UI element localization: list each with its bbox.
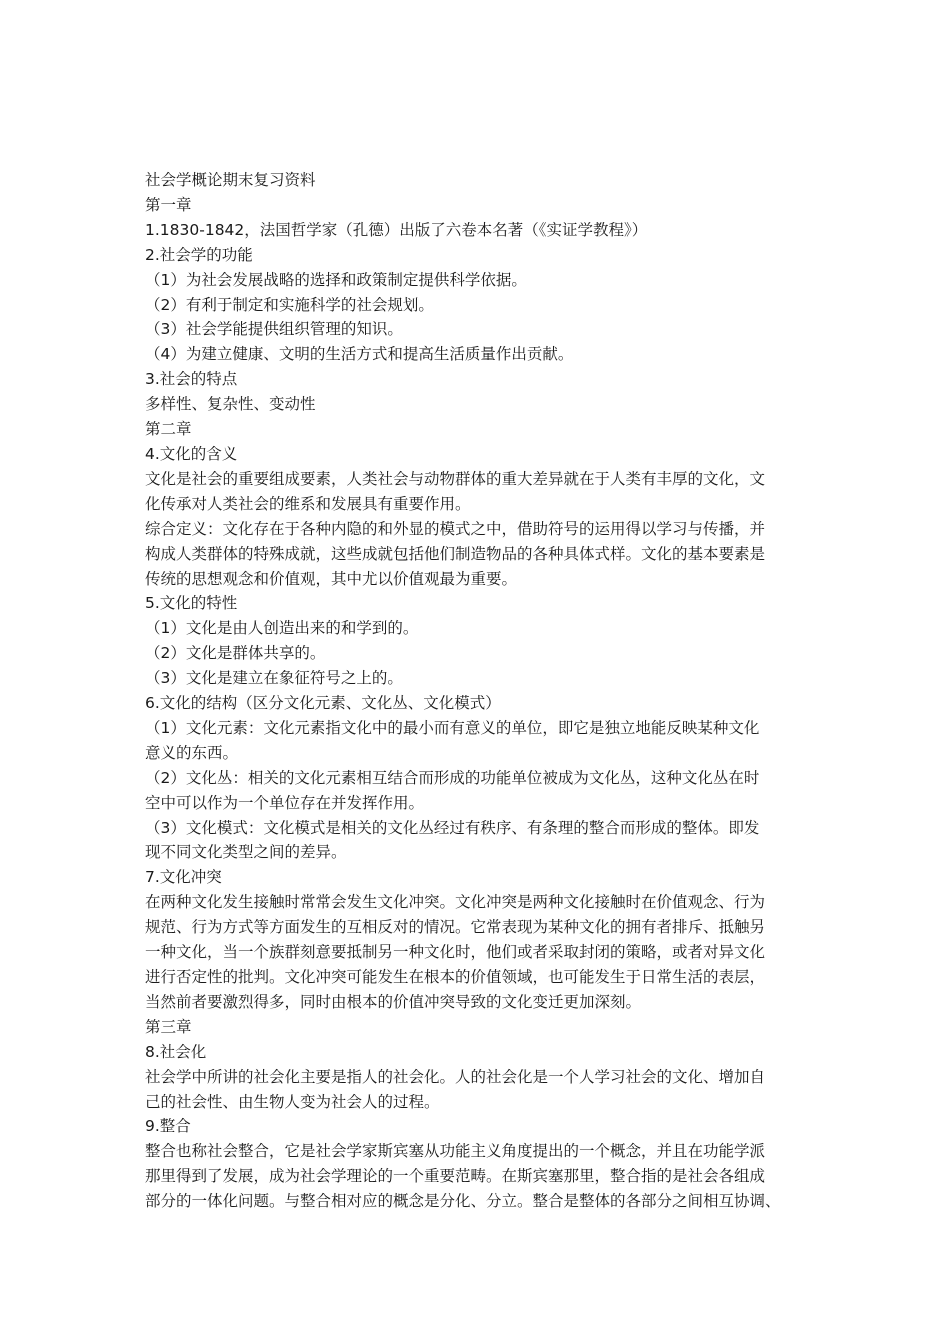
text-line: （3）文化模式：文化模式是相关的文化丛经过有秩序、有条理的整合而形成的整体。即发 [145,818,760,837]
text-line: 5.文化的特性 [145,594,238,613]
text-line: 7.文化冲突 [145,868,222,887]
text-line: 6.文化的结构（区分文化元素、文化丛、文化模式） [145,694,501,713]
text-line: 2.社会学的功能 [145,245,253,264]
text-line: 第二章 [145,420,192,439]
text-line: （3）文化是建立在象征符号之上的。 [145,669,403,688]
text-line: 第一章 [145,195,192,214]
text-line: 空中可以作为一个单位存在并发挥作用。 [145,793,425,812]
text-line: 化传承对人类社会的维系和发展具有重要作用。 [145,494,471,513]
text-line: 构成人类群体的特殊成就，这些成就包括他们制造物品的各种具体式样。文化的基本要素是 [145,544,766,563]
text-line: 在两种文化发生接触时常常会发生文化冲突。文化冲突是两种文化接触时在价值观念、行为 [145,893,766,912]
text-line: 一种文化，当一个族群刻意要抵制另一种文化时，他们或者采取封闭的策略，或者对异文化 [145,943,766,962]
text-line: 现不同文化类型之间的差异。 [145,843,347,862]
text-line: 综合定义：文化存在于各种内隐的和外显的模式之中，借助符号的运用得以学习与传播，并 [145,519,766,538]
text-line: （2）有利于制定和实施科学的社会规划。 [145,295,434,314]
text-line: （1）为社会发展战略的选择和政策制定提供科学依据。 [145,270,527,289]
text-line: 当然前者要激烈得多，同时由根本的价值冲突导致的文化变迁更加深刻。 [145,992,642,1011]
text-line: 整合也称社会整合，它是社会学家斯宾塞从功能主义角度提出的一个概念，并且在功能学派 [145,1142,766,1161]
text-line: （1）文化是由人创造出来的和学到的。 [145,619,419,638]
text-line: 社会学概论期末复习资料 [145,171,316,189]
text-line: 1.1830-1842，法国哲学家（孔德）出版了六卷本名著（《实证学教程》） [145,220,648,239]
text-line: 部分的一体化问题。与整合相对应的概念是分化、分立。整合是整体的各部分之间相互协调、 [145,1192,781,1211]
text-line: 意义的东西。 [145,743,239,762]
text-line: 4.文化的含义 [145,444,238,463]
text-line: （3）社会学能提供组织管理的知识。 [145,320,403,339]
text-line: 社会学中所讲的社会化主要是指人的社会化。人的社会化是一个人学习社会的文化、增加自 [145,1067,766,1086]
text-line: 那里得到了发展，成为社会学理论的一个重要范畴。在斯宾塞那里，整合指的是社会各组成 [145,1167,766,1186]
text-line: （1）文化元素：文化元素指文化中的最小而有意义的单位，即它是独立地能反映某种文化 [145,718,760,737]
text-line: 文化是社会的重要组成要素，人类社会与动物群体的重大差异就在于人类有丰厚的文化，文 [145,469,766,488]
text-line: 己的社会性、由生物人变为社会人的过程。 [145,1092,440,1111]
text-line: （2）文化丛：相关的文化元素相互结合而形成的功能单位被成为文化丛，这种文化丛在时 [145,768,760,787]
text-line: 规范、行为方式等方面发生的互相反对的情况。它常表现为某种文化的拥有者排斥、抵触另 [145,918,766,937]
text-line: 9.整合 [145,1117,191,1136]
text-line: 多样性、复杂性、变动性 [145,395,316,414]
text-line: 8.社会化 [145,1042,207,1061]
document-body [145,168,810,1214]
text-line: 传统的思想观念和价值观，其中尤以价值观最为重要。 [145,569,518,588]
text-line: （4）为建立健康、文明的生活方式和提高生活质量作出贡献。 [145,345,574,364]
text-line: 第三章 [145,1017,192,1036]
text-line: （2）文化是群体共享的。 [145,644,326,663]
text-line: 3.社会的特点 [145,370,238,389]
text-line: 进行否定性的批判。文化冲突可能发生在根本的价值领域，也可能发生于日常生活的表层， [145,968,766,986]
